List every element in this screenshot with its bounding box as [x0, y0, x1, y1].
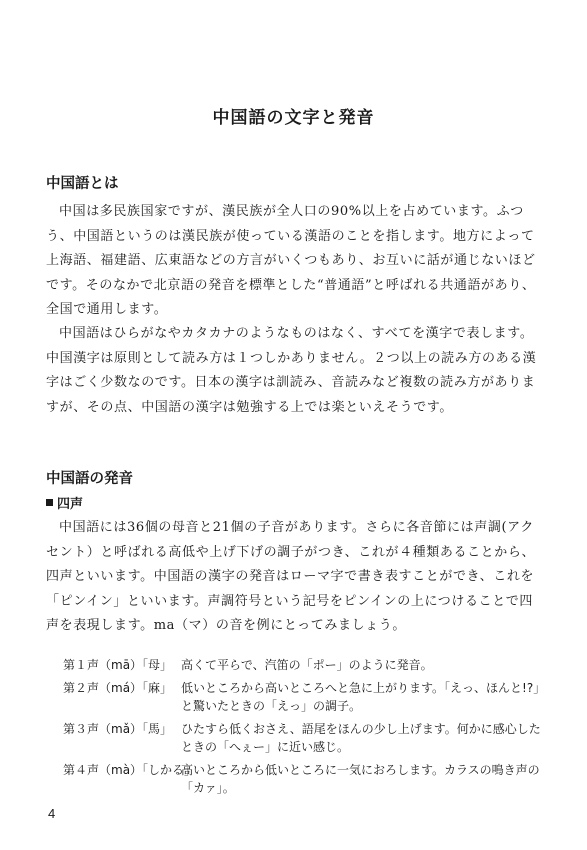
tone-row [63, 720, 553, 756]
tone-label: 第４声（mà）「しかる」 [63, 763, 197, 777]
tone-description: 低いところから高いところへと急に上がります。「えっ、ほんと!?」と驚いたときの「えっ」の調子。 [181, 681, 540, 713]
square-bullet-icon [46, 499, 53, 506]
tone-description: 高いところから低いところに一気におろします。カラスの鳴き声の「カァ」。 [181, 763, 540, 795]
body-paragraph-2: 中国語はひらがなやカタカナのようなものはなく、すべてを漢字で表します。中国漢字は原則として読み方は１つしかありません。２つ以上の読み方のある漢字はごく少数なのです。日本の漢字は訓読み、音読みなど複数の読み方がありますが、その点、中国語の漢字は勉強する上では楽といえそうです。 [46, 326, 537, 415]
tone-list [63, 656, 553, 797]
tone-label: 第１声（mā）「母」 [63, 658, 173, 672]
tone-label: 第３声（mǎ）「馬」 [63, 722, 173, 736]
body-paragraph-1: 中国は多民族国家ですが、漢民族が全人口の90%以上を占めています。ふつう、中国語というのは漢民族が使っている漢語のことを指します。地方によって上海語、福建語、広東語などの方言がいくつもあり、お互いに話が通じないほどです。そのなかで北京語の発音を標準とした“普通語”と呼ばれる共通語があり、全国で通用します。 [46, 204, 536, 317]
tone-row [63, 679, 553, 715]
tone-description: 高くて平らで、汽笛の「ポー」のように発音。 [181, 658, 433, 672]
page-number: 4 [48, 806, 56, 821]
subheading-label: 四声 [57, 497, 84, 512]
section-heading-about-chinese: 中国語とは [46, 176, 119, 192]
body-paragraph-3: 中国語には36個の母音と21個の子音があります。さらに各音節には声調(アクセント）と呼ばれる高低や上げ下げの調子がつき、これが４種類あることから、四声といいます。中国語の漢字の発音はローマ字で書き表すことができ、これを「ピンイン」といいます。声調符号という記号をピンインの上につけることで四声を表現します。ma（マ）の音を例にとってみましょう。 [46, 520, 536, 633]
subheading-four-tones [46, 493, 83, 512]
tone-row [63, 761, 553, 797]
tone-label: 第２声（má）「麻」 [63, 681, 173, 695]
section-heading-pronunciation: 中国語の発音 [46, 471, 133, 487]
page-title: 中国語の文字と発音 [212, 108, 375, 128]
tone-description: ひたすら低くおさえ、語尾をほんの少し上げます。何かに感心したときの「へぇー」に近い感じ。 [181, 722, 541, 754]
tone-row [63, 656, 553, 674]
